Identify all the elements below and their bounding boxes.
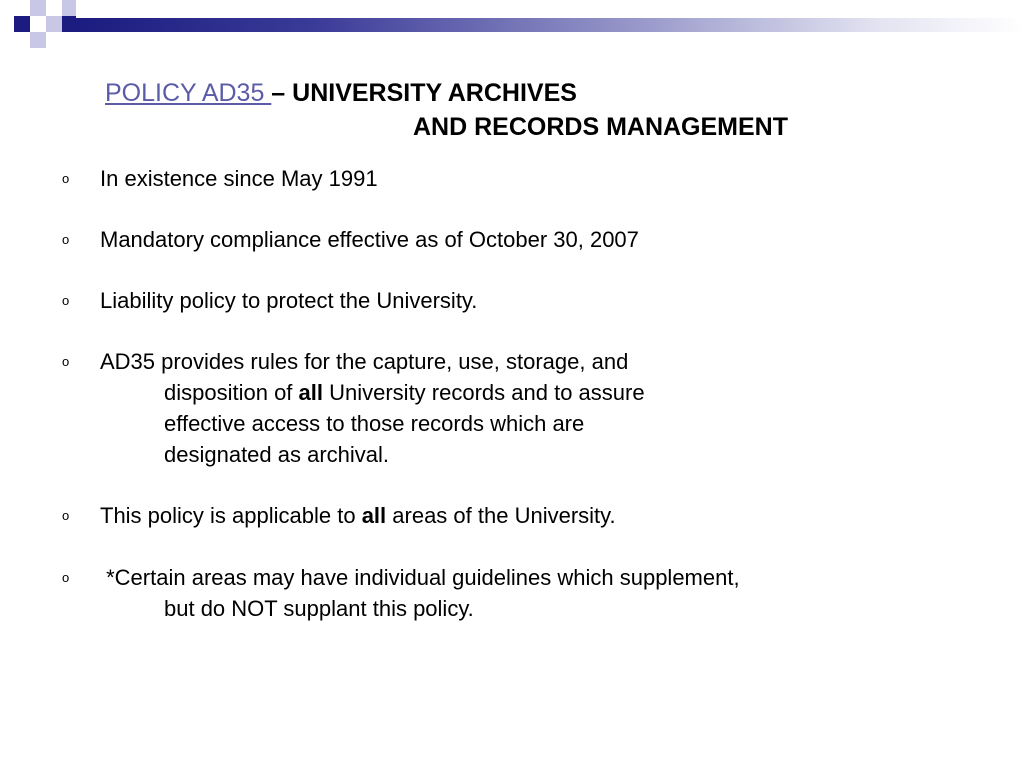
bullet-icon: o: [62, 508, 70, 523]
bullet-continuation: [164, 377, 645, 408]
square-5: [30, 32, 46, 48]
square-1: [14, 16, 30, 32]
bullet-icon: o: [62, 171, 70, 186]
square-3: [46, 16, 62, 32]
bullet-continuation: designated as archival.: [164, 442, 390, 467]
bullet-text: Liability policy to protect the University.: [100, 288, 478, 313]
square-4: [62, 0, 76, 16]
bullet-text: *Certain areas may have individual guidelines which supplement,: [100, 565, 740, 590]
slide-title: [105, 76, 577, 110]
bullet-text: Mandatory compliance effective as of October 30, 2007: [100, 227, 639, 252]
bullet-icon: o: [62, 293, 70, 308]
emphasis-all: all: [298, 380, 323, 405]
bullet-text: [100, 500, 616, 531]
bullet-icon: o: [62, 354, 70, 369]
bullet-text: In existence since May 1991: [100, 166, 378, 191]
decorative-header-bar: [0, 0, 1024, 48]
emphasis-all: all: [361, 503, 387, 528]
bullet-continuation: effective access to those records which are: [164, 411, 585, 436]
text-run: This policy is applicable to: [100, 503, 362, 528]
title-text-line1: – UNIVERSITY ARCHIVES: [271, 79, 577, 107]
bullet-text: AD35 provides rules for the capture, use, storage, and: [100, 349, 629, 374]
square-2: [30, 0, 46, 16]
bullet-continuation: but do NOT supplant this policy.: [164, 596, 474, 621]
square-6: [62, 16, 76, 32]
text-run: University records and to assure: [323, 380, 645, 405]
title-text-line2: AND RECORDS MANAGEMENT: [413, 113, 788, 141]
text-run: disposition of: [164, 380, 299, 405]
bullet-icon: o: [62, 570, 70, 585]
bullet-icon: o: [62, 232, 70, 247]
text-run: areas of the University.: [386, 503, 616, 528]
gradient-band: [76, 18, 1024, 32]
policy-link[interactable]: POLICY AD35: [105, 79, 272, 107]
